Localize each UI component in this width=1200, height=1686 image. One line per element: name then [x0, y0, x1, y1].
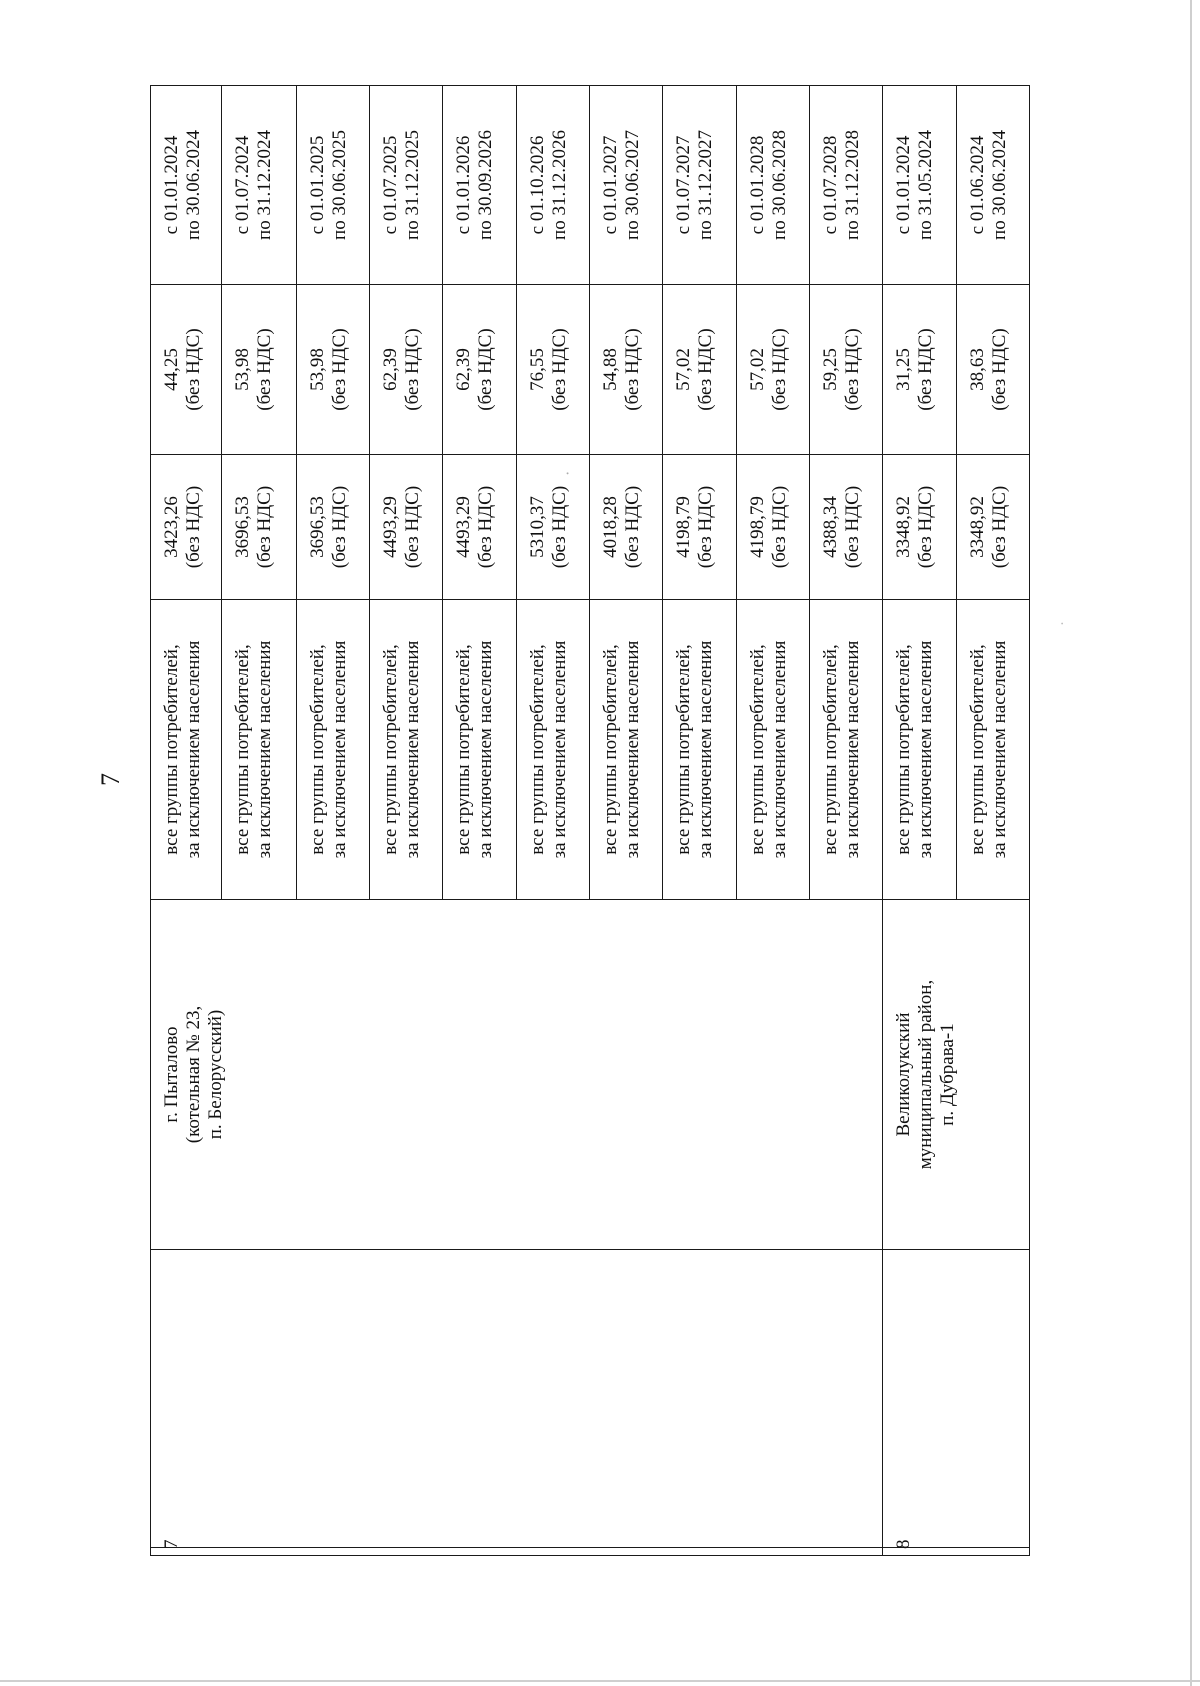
secondary-value-cell — [151, 285, 222, 455]
table-row — [883, 86, 956, 1556]
consumer-group-cell — [516, 600, 589, 900]
cell-line: (без НДС) — [328, 485, 350, 569]
cell-line: 3423,26 — [161, 496, 182, 558]
cell-line: 3696,53 — [306, 496, 328, 558]
cell-line: за исключением населения — [548, 640, 570, 859]
cell-line: 4018,28 — [599, 496, 621, 558]
cell-line: за исключением населения — [768, 640, 790, 859]
cell-line: (без НДС) — [475, 485, 497, 569]
cell-line: (без НДС) — [768, 485, 790, 569]
cell-line: (без НДС) — [841, 485, 863, 569]
cell-line: (котельная № 23, — [183, 1005, 204, 1144]
cell-line: все группы потребителей, — [453, 644, 475, 855]
cell-line: (без НДС) — [915, 328, 937, 411]
cell-line: по 31.12.2025 — [401, 130, 423, 240]
validity-period-cell — [369, 86, 442, 285]
cell-line: по 30.06.2024 — [183, 130, 204, 240]
cell-line: все группы потребителей, — [232, 644, 254, 855]
page-number: 7 — [96, 773, 125, 786]
validity-period-cell — [222, 86, 296, 285]
validity-period-cell — [296, 86, 369, 285]
consumer-group-cell — [736, 600, 809, 900]
validity-period-cell — [151, 86, 222, 285]
empty-cell — [151, 1250, 883, 1548]
cell-line: с 01.10.2026 — [526, 135, 548, 235]
cell-line: за исключением населения — [183, 640, 204, 859]
tariff-value-cell — [956, 455, 1029, 600]
tariff-table — [150, 85, 1030, 1556]
cell-line: (без НДС) — [183, 485, 204, 569]
cell-line: все группы потребителей, — [819, 644, 841, 855]
cell-line: (без НДС) — [183, 328, 204, 411]
cell-line: г. Пыталово — [161, 1026, 182, 1123]
cell-line: 31,25 — [893, 348, 915, 391]
validity-period-cell — [589, 86, 662, 285]
cell-line: все группы потребителей, — [161, 644, 182, 855]
cell-line: 44,25 — [161, 348, 182, 391]
cell-line: 53,98 — [232, 348, 254, 391]
cell-line: по 30.06.2028 — [768, 130, 790, 240]
validity-period-cell — [736, 86, 809, 285]
cell-line: п. Белорусский) — [205, 1009, 226, 1140]
cell-line: п. Дубрава-1 — [937, 1023, 959, 1126]
cell-line: (без НДС) — [988, 485, 1010, 569]
cell-line: 4388,34 — [819, 496, 841, 558]
cell-line: с 01.06.2024 — [966, 135, 988, 235]
cell-line: с 01.07.2028 — [819, 135, 841, 235]
cell-line: 54,88 — [599, 348, 621, 391]
cell-line: за исключением населения — [695, 640, 717, 859]
cell-line: с 01.07.2027 — [673, 135, 695, 235]
consumer-group-cell — [956, 600, 1029, 900]
cell-line: 76,55 — [526, 348, 548, 391]
table-row — [151, 86, 222, 1556]
tariff-value-cell — [296, 455, 369, 600]
row-number-cell: 7 — [151, 1548, 883, 1556]
cell-line: 4198,79 — [746, 496, 768, 558]
tariff-value-cell — [151, 455, 222, 600]
cell-line: 62,39 — [453, 348, 475, 391]
cell-line: (без НДС) — [915, 485, 937, 569]
tariff-value-cell — [736, 455, 809, 600]
cell-line: за исключением населения — [841, 640, 863, 859]
faint-stamp-mark: · — [560, 470, 577, 476]
cell-line: (без НДС) — [988, 328, 1010, 411]
cell-line: по 31.12.2028 — [841, 130, 863, 240]
tariff-value-cell — [516, 455, 589, 600]
cell-line: 4493,29 — [379, 496, 401, 558]
cell-line: все группы потребителей, — [746, 644, 768, 855]
cell-line: (без НДС) — [401, 328, 423, 411]
cell-line: все группы потребителей, — [673, 644, 695, 855]
cell-line: за исключением населения — [401, 640, 423, 859]
cell-line: все группы потребителей, — [966, 644, 988, 855]
consumer-group-cell — [369, 600, 442, 900]
secondary-value-cell — [589, 285, 662, 455]
cell-line: муниципальный район, — [915, 979, 937, 1170]
cell-line: за исключением населения — [915, 640, 937, 859]
cell-line: за исключением населения — [254, 640, 276, 859]
cell-line: все группы потребителей, — [893, 644, 915, 855]
cell-line: (без НДС) — [768, 328, 790, 411]
cell-line: с 01.01.2024 — [893, 135, 915, 235]
cell-line: за исключением населения — [988, 640, 1010, 859]
cell-line: с 01.07.2025 — [379, 135, 401, 235]
cell-line: (без НДС) — [401, 485, 423, 569]
cell-line: с 01.01.2025 — [306, 135, 328, 235]
cell-line: по 30.06.2027 — [621, 130, 643, 240]
empty-cell — [883, 1250, 1030, 1548]
tariff-value-cell — [809, 455, 882, 600]
cell-line: (без НДС) — [254, 328, 276, 411]
cell-line: (без НДС) — [475, 328, 497, 411]
secondary-value-cell — [222, 285, 296, 455]
cell-line: все группы потребителей, — [526, 644, 548, 855]
validity-period-cell — [663, 86, 736, 285]
cell-line: за исключением населения — [328, 640, 350, 859]
cell-line: 3348,92 — [893, 496, 915, 558]
secondary-value-cell — [736, 285, 809, 455]
cell-line: Великолукский — [893, 1012, 915, 1137]
cell-line: по 31.12.2024 — [254, 130, 276, 240]
cell-line: с 01.01.2027 — [599, 135, 621, 235]
faint-stamp-mark: · — [1055, 621, 1071, 626]
settlement-cell — [151, 900, 883, 1250]
row-number-cell: 8 — [883, 1548, 1030, 1556]
cell-line: 4198,79 — [673, 496, 695, 558]
settlement-cell — [883, 900, 1030, 1250]
cell-line: 59,25 — [819, 348, 841, 391]
validity-period-cell — [809, 86, 882, 285]
validity-period-cell — [516, 86, 589, 285]
validity-period-cell — [883, 86, 956, 285]
cell-line: 53,98 — [306, 348, 328, 391]
cell-line: с 01.01.2026 — [453, 135, 475, 235]
tariff-value-cell — [883, 455, 956, 600]
cell-line: (без НДС) — [621, 485, 643, 569]
consumer-group-cell — [663, 600, 736, 900]
consumer-group-cell — [296, 600, 369, 900]
consumer-group-cell — [443, 600, 516, 900]
cell-line: 3696,53 — [232, 496, 254, 558]
tariff-value-cell — [443, 455, 516, 600]
cell-line: (без НДС) — [695, 485, 717, 569]
cell-line: все группы потребителей, — [379, 644, 401, 855]
consumer-group-cell — [589, 600, 662, 900]
tariff-value-cell — [222, 455, 296, 600]
cell-line: все группы потребителей, — [599, 644, 621, 855]
cell-line: по 31.12.2026 — [548, 130, 570, 240]
cell-line: с 01.07.2024 — [232, 135, 254, 235]
cell-line: (без НДС) — [695, 328, 717, 411]
cell-line: за исключением населения — [475, 640, 497, 859]
cell-line: по 31.12.2027 — [695, 130, 717, 240]
consumer-group-cell — [151, 600, 222, 900]
cell-line: с 01.01.2024 — [161, 135, 182, 235]
cell-line: 3348,92 — [966, 496, 988, 558]
cell-line: (без НДС) — [621, 328, 643, 411]
validity-period-cell — [956, 86, 1029, 285]
cell-line: 4493,29 — [453, 496, 475, 558]
cell-line: все группы потребителей, — [306, 644, 328, 855]
cell-line: (без НДС) — [254, 485, 276, 569]
secondary-value-cell — [883, 285, 956, 455]
tariff-value-cell — [369, 455, 442, 600]
cell-line: (без НДС) — [548, 328, 570, 411]
cell-line: за исключением населения — [621, 640, 643, 859]
cell-line: 62,39 — [379, 348, 401, 391]
cell-line: 38,63 — [966, 348, 988, 391]
sheet-edge — [0, 1680, 1200, 1682]
tariff-value-cell — [589, 455, 662, 600]
cell-line: 5310,37 — [526, 496, 548, 558]
cell-line: по 30.09.2026 — [475, 130, 497, 240]
secondary-value-cell — [369, 285, 442, 455]
tariff-value-cell — [663, 455, 736, 600]
cell-line: 57,02 — [673, 348, 695, 391]
validity-period-cell — [443, 86, 516, 285]
cell-line: по 30.06.2025 — [328, 130, 350, 240]
cell-line: по 31.05.2024 — [915, 130, 937, 240]
secondary-value-cell — [296, 285, 369, 455]
cell-line: с 01.01.2028 — [746, 135, 768, 235]
secondary-value-cell — [809, 285, 882, 455]
cell-line: 57,02 — [746, 348, 768, 391]
secondary-value-cell — [663, 285, 736, 455]
cell-line: (без НДС) — [548, 485, 570, 569]
consumer-group-cell — [883, 600, 956, 900]
cell-line: по 30.06.2024 — [988, 130, 1010, 240]
secondary-value-cell — [443, 285, 516, 455]
secondary-value-cell — [956, 285, 1029, 455]
secondary-value-cell — [516, 285, 589, 455]
consumer-group-cell — [222, 600, 296, 900]
rotated-document-page — [96, 76, 1071, 1556]
sheet-edge — [1190, 0, 1192, 1686]
consumer-group-cell — [809, 600, 882, 900]
cell-line: (без НДС) — [841, 328, 863, 411]
cell-line: (без НДС) — [328, 328, 350, 411]
